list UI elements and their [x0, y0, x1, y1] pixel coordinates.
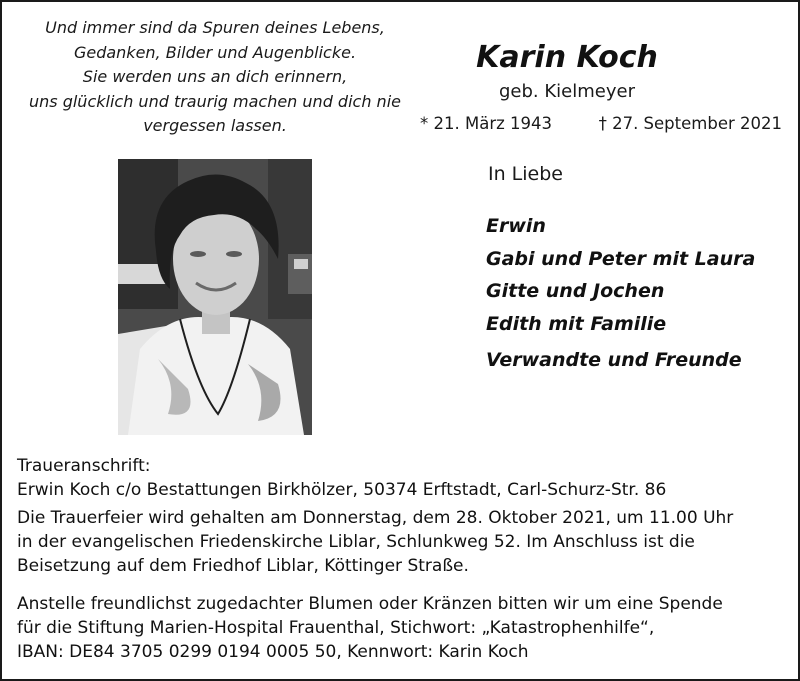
donation-line: IBAN: DE84 3705 0299 0194 0005 50, Kennwort: Karin Koch: [17, 642, 529, 662]
birth-name: geb. Kielmeyer: [499, 81, 635, 102]
mourner-name: Gabi und Peter mit Laura: [486, 247, 756, 270]
poem-line: Und immer sind da Spuren deines Lebens,: [45, 18, 385, 37]
mourner-name: Edith mit Familie: [486, 312, 667, 335]
ceremony-line: Beisetzung auf dem Friedhof Liblar, Köttinger Straße.: [17, 556, 469, 576]
poem-line: vergessen lassen.: [143, 116, 287, 135]
portrait-photo: [118, 159, 312, 435]
ceremony-line: Die Trauerfeier wird gehalten am Donnerstag, dem 28. Oktober 2021, um 11.00 Uhr: [17, 508, 734, 528]
mourners-list: [486, 210, 755, 340]
deceased-name: Karin Koch: [476, 40, 658, 75]
mourners-intro: In Liebe: [488, 163, 563, 185]
mourner-name: Gitte und Jochen: [486, 280, 665, 302]
poem-line: Sie werden uns an dich erinnern,: [82, 67, 348, 86]
mourner-name: Erwin: [486, 215, 546, 237]
death-date: † 27. September 2021: [598, 114, 782, 133]
mourning-address: [17, 454, 787, 502]
donation-line: Anstelle freundlichst zugedachter Blumen oder Kränzen bitten wir um eine Spende: [17, 594, 723, 614]
relatives-and-friends: Verwandte und Freunde: [486, 349, 742, 371]
memorial-poem: [20, 16, 410, 139]
funeral-ceremony-info: [17, 506, 792, 578]
ceremony-line: in der evangelischen Friedenskirche Liblar, Schlunkweg 52. Im Anschluss ist die: [17, 532, 695, 552]
donation-line: für die Stiftung Marien-Hospital Frauenthal, Stichwort: „Katastrophenhilfe“,: [17, 618, 655, 638]
address-label: Traueranschrift:: [17, 456, 151, 476]
birth-date: * 21. März 1943: [420, 114, 553, 133]
address-line: Erwin Koch c/o Bestattungen Birkhölzer, 50374 Erftstadt, Carl-Schurz-Str. 86: [17, 480, 667, 500]
donation-request: [17, 592, 792, 664]
poem-line: uns glücklich und traurig machen und dich nie: [29, 91, 401, 111]
poem-line: Gedanken, Bilder und Augenblicke.: [73, 42, 357, 62]
